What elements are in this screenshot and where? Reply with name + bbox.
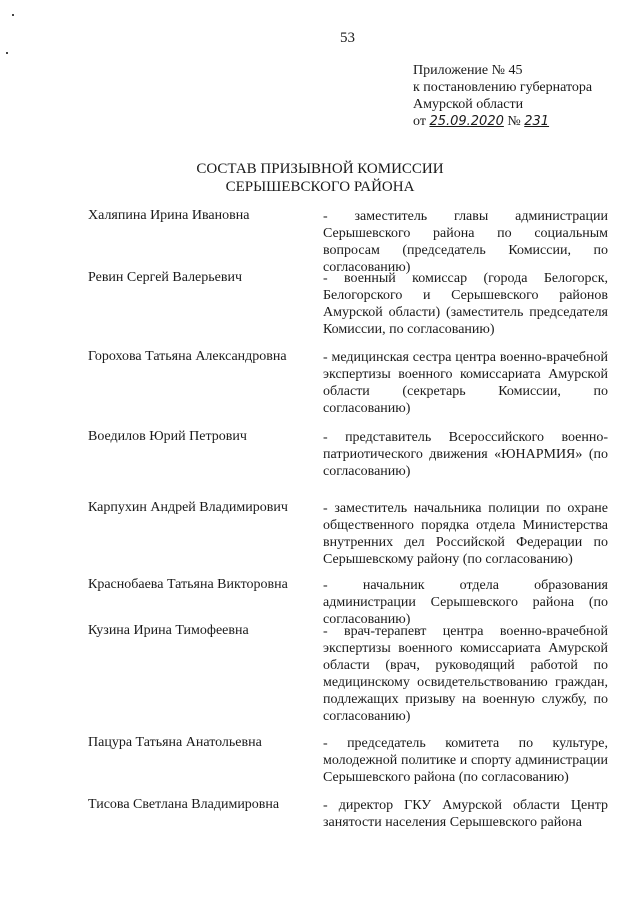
appendix-line: к постановлению губернатора [413,80,593,95]
member-name: Горохова Татьяна Александровна [88,349,287,364]
member-name: Карпухин Андрей Владимирович [88,500,288,515]
title-line: СОСТАВ ПРИЗЫВНОЙ КОМИССИИ [196,161,444,177]
handwritten-number: 231 [524,114,550,129]
member-role: - военный комиссар (города Белогорск, Белогорского и Серышевского районов Амурской области) (заместитель председателя Комиссии, по согласованию) [323,271,608,337]
member-name: Халяпина Ирина Ивановна [88,208,250,223]
appendix-line: Приложение № 45 [413,63,523,78]
member-name: Кузина Ирина Тимофеевна [88,623,249,638]
member-role: - заместитель начальника полиции по охране общественного порядка отдела Министерства внутренних дел Российской Федерации по Серышевскому району (по согласованию) [323,501,608,567]
member-name: Тисова Светлана Владимировна [88,797,280,812]
appendix-header [413,62,592,130]
member-name: Воедилов Юрий Петрович [88,429,247,444]
member-role: - врач-терапевт центра военно-врачебной экспертизы военного комиссариата Амурской области (врач, руководящий работой по медицинскому освидетельствованию граждан, подлежащих призыву на военную службу, по согласованию) [323,624,608,724]
member-role: - председатель комитета по культуре, молодежной политике и спорту администрации Серышевского района (по согласованию) [323,736,608,785]
member-role: - представитель Всероссийского военно-патриотического движения «ЮНАРМИЯ» (по согласованию) [323,430,608,479]
member-name: Краснобаева Татьяна Викторовна [88,577,288,592]
member-role: - заместитель главы администрации Серышевского района по социальным вопросам (председатель Комиссии, по согласованию) [323,209,608,275]
member-name: Пацура Татьяна Анатольевна [88,735,262,750]
document-title [0,160,640,196]
member-role: - директор ГКУ Амурской области Центр занятости населения Серышевского района [323,798,608,830]
date-prefix: от [413,114,426,129]
member-role: - медицинская сестра центра военно-врачебной экспертизы военного комиссариата Амурской области (секретарь Комиссии, по согласованию) [323,350,608,416]
page-number: 53 [340,30,355,46]
member-name: Ревин Сергей Валерьевич [88,270,243,285]
scan-speck [6,52,8,54]
appendix-date-line [413,113,592,130]
scan-speck [12,14,14,16]
member-role: - начальник отдела образования администрации Серышевского района (по согласованию) [323,578,608,627]
appendix-line: Амурской области [413,97,524,112]
handwritten-date: 25.09.2020 [429,114,504,129]
number-prefix: № [507,114,521,129]
title-line: СЕРЫШЕВСКОГО РАЙОНА [225,179,415,195]
